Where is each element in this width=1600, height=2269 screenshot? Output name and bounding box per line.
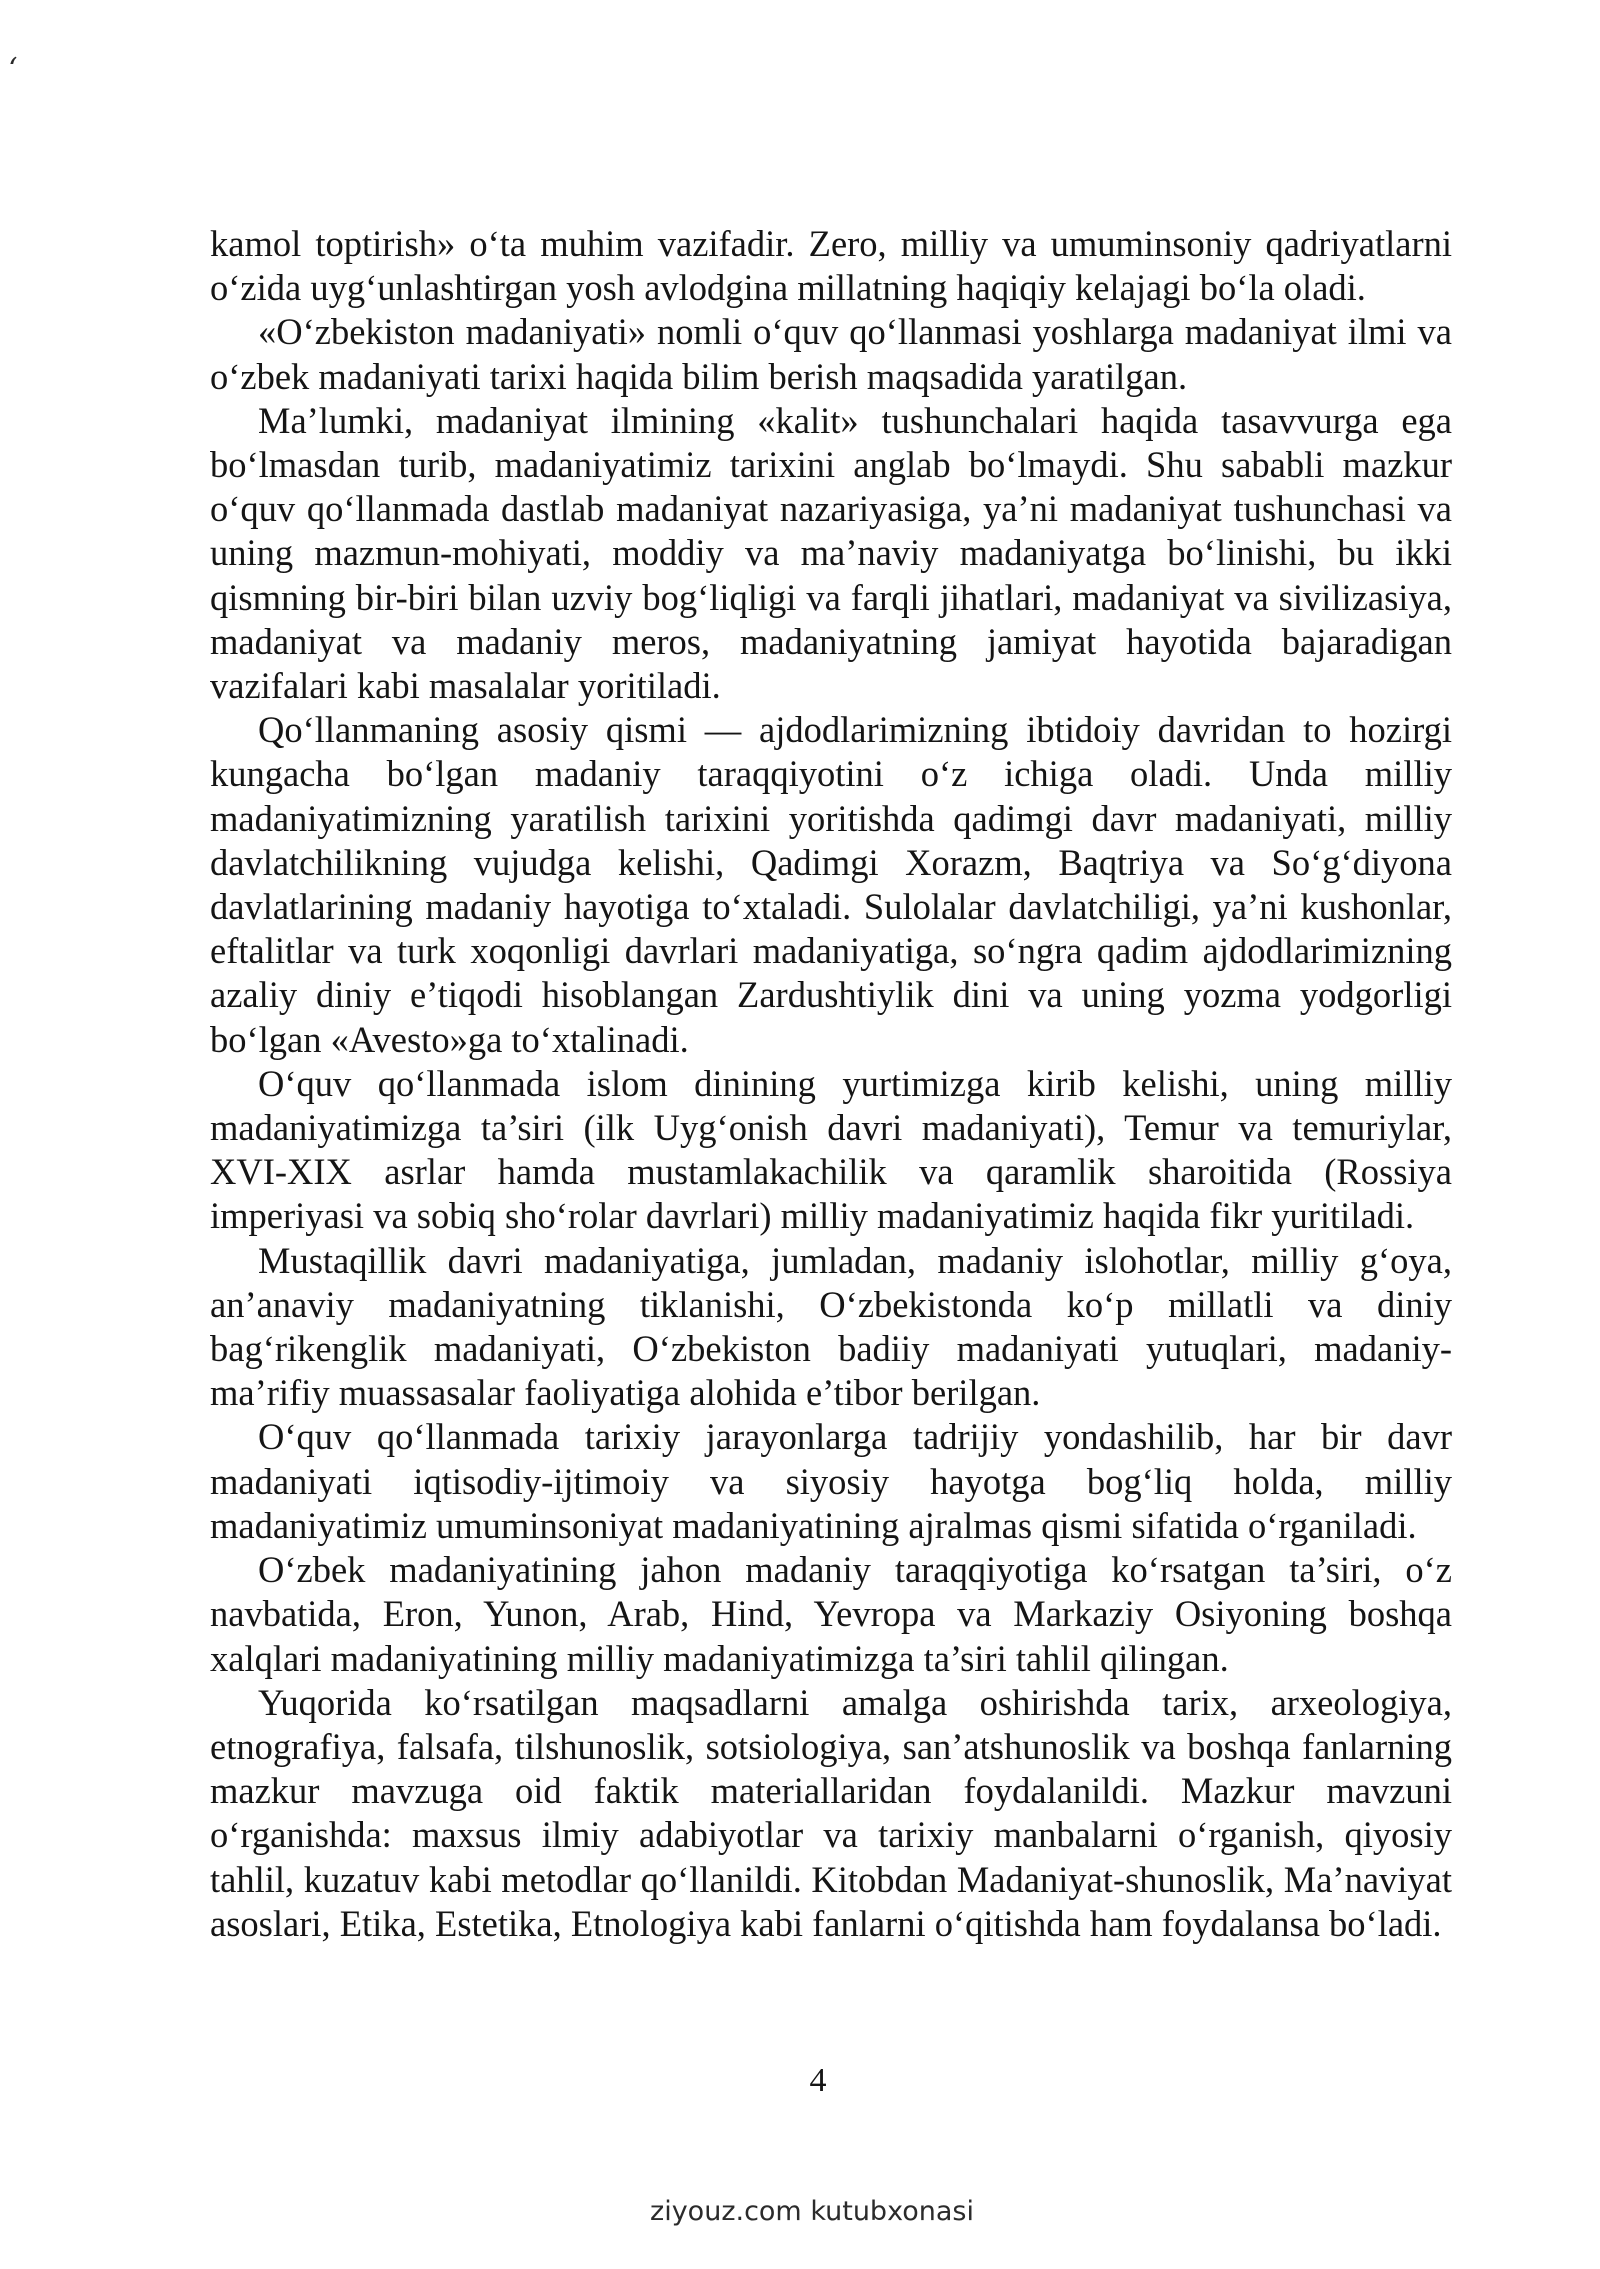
paragraph-9: Yuqorida koʻrsatilgan maqsadlarni amalga oshirishda tarix, arxeologiya, etnografiya, falsafa, tilshunoslik, sotsiologiya, san’atshunoslik va boshqa fanlarning mazkur mavzuga oid faktik materiallaridan foydalanildi. Mazkur mavzuni oʻrganishda: maxsus ilmiy adabiyotlar va tarixiy manbalarni oʻrganish, qiyosiy tahlil, kuzatuv kabi metodlar qoʻllanildi. Kitobdan Madaniyat-shunoslik, Ma’naviyat asoslari, Etika, Estetika, Etnologiya kabi fanlarni oʻqitishda ham foydalansa boʻladi. — [210, 1681, 1452, 1944]
paragraph-7: Oʻquv qoʻllanmada tarixiy jarayonlarga tadrijiy yondashilib, har bir davr madaniyati iqtisodiy-ijtimoiy va siyosiy hayotga bogʻliq holda, milliy madaniyatimiz umuminsoniyat madaniyatining ajralmas qismi sifatida oʻrganiladi. — [210, 1416, 1452, 1546]
paragraph-6: Mustaqillik davri madaniyatiga, jumladan, madaniy islohotlar, milliy gʻoya, an’anaviy madaniyatning tiklanishi, Oʻzbekistonda koʻp millatli va diniy bagʻrikenglik madaniyati, Oʻzbekiston badiiy madaniyati yutuqlari, madaniy-ma’rifiy muassasalar faoliyatiga alohida e’tibor berilgan. — [210, 1239, 1452, 1414]
paragraph-8: Oʻzbek madaniyatining jahon madaniy taraqqiyotiga koʻrsatgan ta’siri, oʻz navbatida, Eron, Yunon, Arab, Hind, Yevropa va Markaziy Osiyoning boshqa xalqlari madaniyatining milliy madaniyatimizga ta’siri tahlil qilingan. — [210, 1549, 1452, 1679]
page-number: 4 — [809, 2062, 827, 2099]
paragraph-3: Ma’lumki, madaniyat ilmining «kalit» tushunchalari haqida tasavvurga ega boʻlmasdan turib, madaniyatimiz tarixini anglab boʻlmaydi. Shu sababli mazkur oʻquv qoʻllanmada dastlab madaniyat nazariyasiga, ya’ni madaniyat tushunchasi va uning mazmun-mohiyati, moddiy va ma’naviy madaniyatga boʻlinishi, bu ikki qismning bir-biri bilan uzviy bogʻliqligi va farqli jihatlari, madaniyat va sivilizasiya, madaniyat va madaniy meros, madaniyatning jamiyat hayotida bajaradigan vazifalari kabi masalalar yoritiladi. — [210, 399, 1452, 707]
paragraph-4: Qoʻllanmaning asosiy qismi — ajdodlarimizning ibtidoiy davridan to hozirgi kungacha boʻlgan madaniy taraqqiyotini oʻz ichiga oladi. Unda milliy madaniyatimizning yaratilish tarixini yoritishda qadimgi davr madaniyati, milliy davlatchilikning vujudga kelishi, Qadimgi Xorazm, Baqtriya va Soʻgʻdiyona davlatlarining madaniy hayotiga toʻxtaladi. Sulolalar davlatchiligi, ya’ni kushonlar, eftalitlar va turk xoqonligi davrlari madaniyatiga, soʻngra qadim ajdodlarimizning azaliy diniy e’tiqodi hisoblangan Zardushtiylik dini va uning yozma yodgorligi boʻlgan «Avesto»ga toʻxtalinadi. — [210, 709, 1452, 1060]
footer-source: ziyouz.com kutubxonasi — [650, 2196, 974, 2227]
paragraph-2: «Oʻzbekiston madaniyati» nomli oʻquv qoʻllanmasi yoshlarga madaniyat ilmi va oʻzbek madaniyati tarixi haqida bilim berish maqsadida yaratilgan. — [210, 311, 1452, 397]
paragraph-1: kamol toptirish» oʻta muhim vazifadir. Zero, milliy va umuminsoniy qadriyatlarni oʻzida uygʻunlashtirgan yosh avlodgina millatning haqiqiy kelajagi boʻla oladi. — [210, 223, 1452, 309]
paragraph-5: Oʻquv qoʻllanmada islom dinining yurtimizga kirib kelishi, uning milliy madaniyatimizga ta’siri (ilk Uygʻonish davri madaniyati), Temur va temuriylar, XVI-XIX asrlar hamda mustamlakachilik va qaramlik sharoitida (Rossiya imperiyasi va sobiq shoʻrolar davrlari) milliy madaniyatimiz haqida fikr yuritiladi. — [210, 1062, 1452, 1237]
body-text — [210, 222, 1452, 1946]
scan-mark: ʻ — [8, 52, 18, 87]
